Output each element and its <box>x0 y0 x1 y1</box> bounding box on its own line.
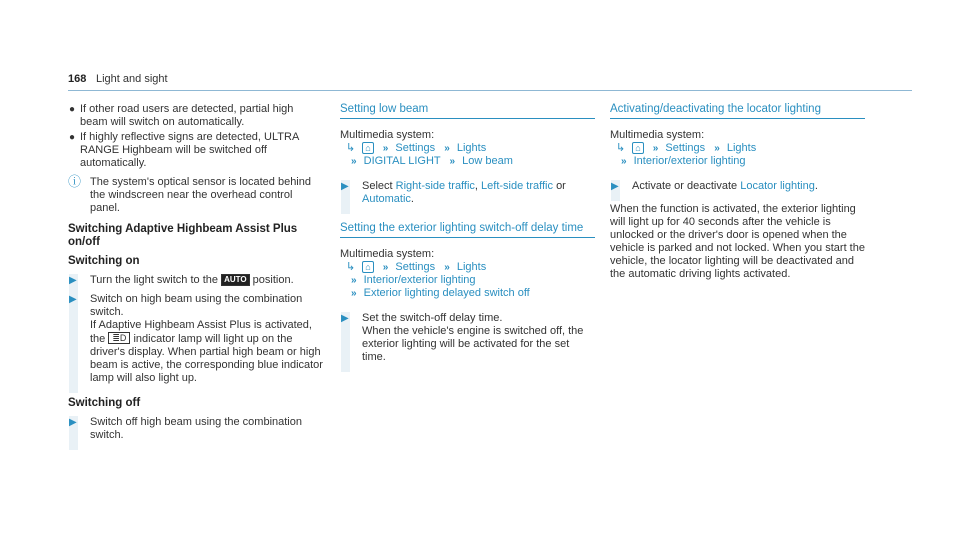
chevron-icon: » <box>351 156 357 167</box>
step-bar <box>69 293 78 393</box>
bullet-icon: ● <box>69 104 76 115</box>
path-digital-light: DIGITAL LIGHT <box>363 155 441 167</box>
multimedia-label: Multimedia system: <box>340 248 435 260</box>
step-text: Switch off high beam using the combination switch. <box>90 416 302 441</box>
bullet-item <box>68 103 323 129</box>
path-lights: Lights <box>456 261 487 273</box>
step-text: position. <box>252 274 294 286</box>
step-arrow-icon: ▶ <box>341 181 349 192</box>
step-text: indicator lamp will light up on the driver's display. When partial high beam or high beam is active, the corresponding blue indicator lamp will also light up. <box>90 333 323 384</box>
path-settings: Settings <box>665 142 706 154</box>
menu-path <box>610 142 870 168</box>
step-item: ▶ Activate or deactivate Locator lighting. <box>610 180 870 193</box>
auto-switch-icon: AUTO <box>221 274 250 286</box>
step-text: If Adaptive Highbeam Assist Plus is activated, the <box>90 319 312 345</box>
path-interior-exterior: Interior/exterior lighting <box>633 155 746 167</box>
chevron-icon: » <box>652 143 659 154</box>
bullet-icon: ● <box>69 132 76 143</box>
option-left-side-traffic: Left-side traffic <box>481 180 553 192</box>
chevron-icon: » <box>621 156 627 167</box>
step-text: When the vehicle's engine is switched off, the exterior lighting will be activated for the set time. <box>362 325 584 363</box>
info-note <box>68 176 323 215</box>
path-start-icon: ↳ <box>346 261 356 273</box>
chevron-icon: » <box>714 143 720 154</box>
chevron-icon: » <box>444 262 450 273</box>
step-arrow-icon: ▶ <box>69 275 77 286</box>
info-text: The system's optical sensor is located behind the windscreen near the overhead control panel. <box>90 176 311 214</box>
step-arrow-icon: ▶ <box>341 313 349 324</box>
step-text: or <box>556 180 566 192</box>
chevron-icon: » <box>449 156 456 167</box>
option-right-side-traffic: Right-side traffic <box>395 180 475 192</box>
sub-heading-off: Switching off <box>68 397 141 409</box>
section-heading: Switching Adaptive Highbeam Assist Plus on/off <box>68 223 298 248</box>
info-icon: ⓘ <box>68 174 82 189</box>
step-item <box>340 312 595 364</box>
menu-path <box>340 261 595 300</box>
bullet-text: If other road users are detected, partial high beam will switch on automatically. <box>80 103 294 128</box>
bullet-text: If highly reflective signs are detected, ULTRA RANGE Highbeam will be switched off automatically. <box>80 131 299 169</box>
body-text: When the function is activated, the exterior lighting will light up for 40 seconds after the vehicle is unlocked or the driver's door is opened when the vehicle is parked and not locked. When you start the vehicle, the locator lighting will be deactivated and the automatic driving lights activated. <box>610 203 865 280</box>
chevron-icon: » <box>444 143 450 154</box>
path-settings: Settings <box>395 261 436 273</box>
option-automatic: Automatic <box>362 193 411 205</box>
path-delayed-switch-off: Exterior lighting delayed switch off <box>363 287 530 299</box>
step-arrow-icon: ▶ <box>69 417 77 428</box>
home-icon: ⌂ <box>362 261 373 273</box>
step-text: Turn the light switch to the <box>90 274 218 286</box>
path-lights: Lights <box>726 142 757 154</box>
chevron-icon: » <box>382 143 389 154</box>
page-number: 168 <box>68 73 87 85</box>
section-title-locator: Activating/deactivating the locator lighting <box>610 103 865 119</box>
path-start-icon: ↳ <box>346 142 356 154</box>
step-item <box>68 293 323 385</box>
step-text: Select <box>362 180 393 192</box>
multimedia-label: Multimedia system: <box>340 129 435 141</box>
menu-path <box>340 142 595 168</box>
home-icon: ⌂ <box>362 142 373 154</box>
chevron-icon: » <box>351 288 357 299</box>
home-icon: ⌂ <box>632 142 643 154</box>
path-start-icon: ↳ <box>616 142 626 154</box>
path-lights: Lights <box>456 142 487 154</box>
chevron-icon: » <box>382 262 389 273</box>
column-2 <box>340 103 595 370</box>
column-3 <box>610 103 870 281</box>
step-text: Switch on high beam using the combination switch. <box>90 293 303 318</box>
step-arrow-icon: ▶ <box>611 181 619 192</box>
header-title: Light and sight <box>96 73 168 85</box>
column-1 <box>68 103 323 448</box>
option-locator-lighting: Locator lighting <box>740 180 815 192</box>
multimedia-label: Multimedia system: <box>610 129 705 141</box>
section-title-low-beam: Setting low beam <box>340 103 595 119</box>
highbeam-indicator-icon: ≣D <box>108 332 130 344</box>
sub-heading-on: Switching on <box>68 255 140 267</box>
step-item: ▶ Select Right-side traffic, Left-side traffic or Automatic. <box>340 180 595 206</box>
chevron-icon: » <box>351 275 357 286</box>
step-arrow-icon: ▶ <box>69 294 77 305</box>
step-item <box>68 416 323 442</box>
step-item <box>68 274 323 287</box>
step-text: Set the switch-off delay time. <box>362 312 503 324</box>
path-settings: Settings <box>395 142 436 154</box>
bullet-item <box>68 131 323 170</box>
section-title-delay: Setting the exterior lighting switch-off delay time <box>340 222 595 238</box>
path-low-beam: Low beam <box>462 155 513 167</box>
step-text: Activate or deactivate <box>632 180 738 192</box>
header-rule <box>68 90 912 91</box>
path-interior-exterior: Interior/exterior lighting <box>363 274 476 286</box>
